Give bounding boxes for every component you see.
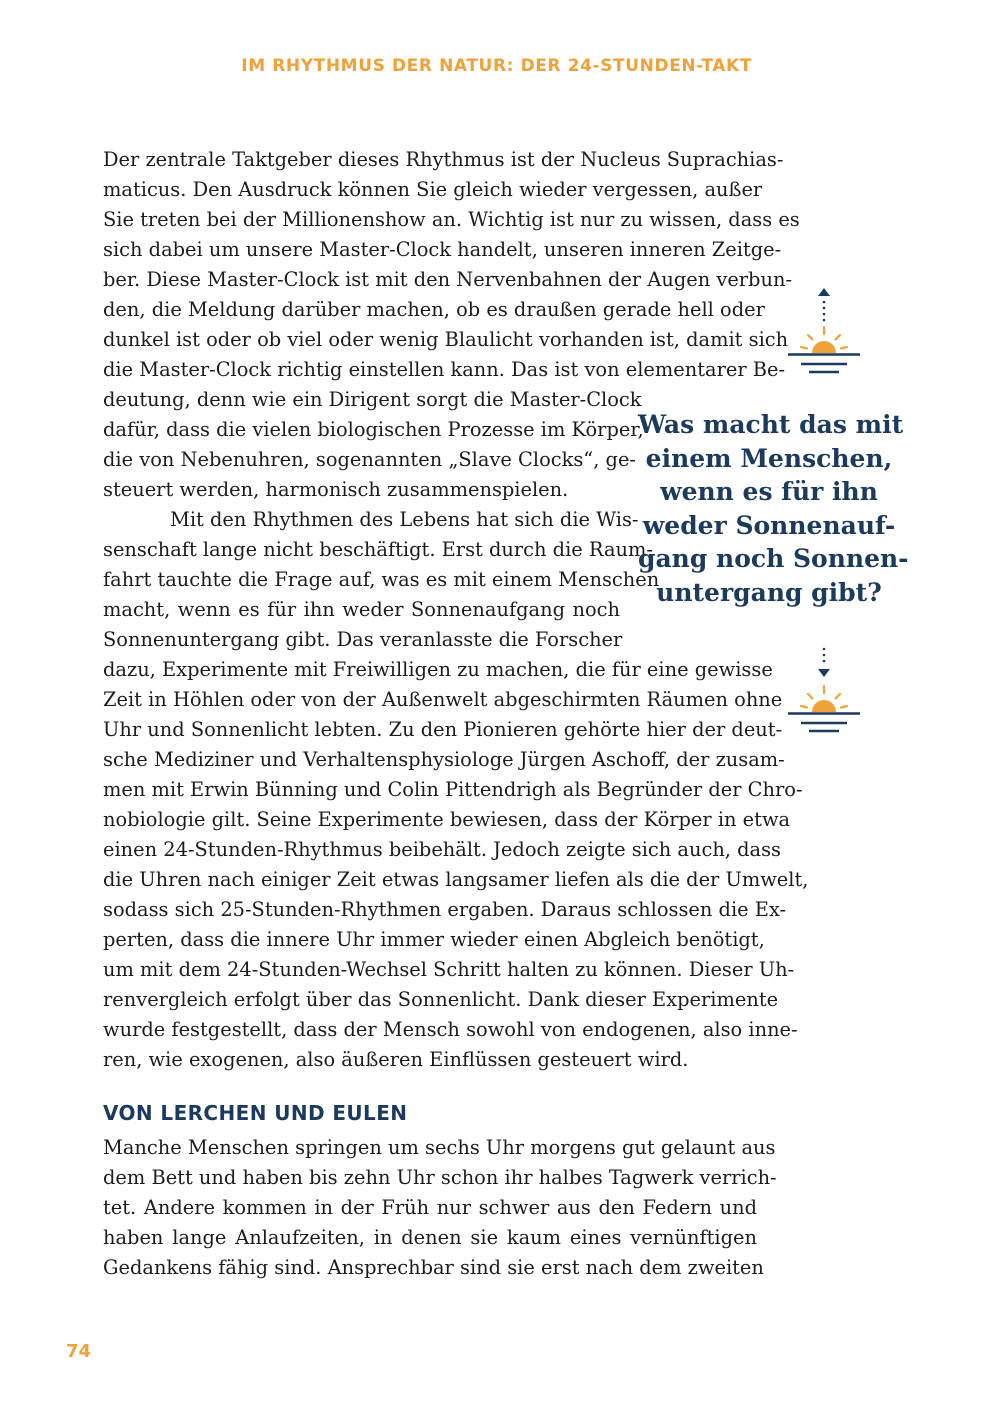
- text-line: dazu, Experimente mit Freiwilligen zu machen, die für eine gewisse: [103, 658, 773, 681]
- text-line: Sie treten bei der Millionenshow an. Wichtig ist nur zu wissen, dass es: [103, 208, 800, 231]
- text-line: men mit Erwin Bünning und Colin Pittendrigh als Begründer der Chro-: [103, 778, 803, 801]
- text-line: Sonnenuntergang gibt. Das veranlasste die Forscher: [103, 628, 623, 651]
- text-line: den, die Meldung darüber machen, ob es draußen gerade hell oder: [103, 298, 765, 321]
- text-line: einen 24-Stunden-Rhythmus beibehält. Jedoch zeigte sich auch, dass: [103, 838, 782, 861]
- pull-quote-line: untergang gibt?: [656, 577, 882, 607]
- text-line: nobiologie gilt. Seine Experimente bewiesen, dass der Körper in etwa: [103, 808, 791, 831]
- body-text-section: [103, 1133, 777, 1283]
- text-line: Uhr und Sonnenlicht lebten. Zu den Pionieren gehörte hier der deut-: [103, 718, 783, 741]
- section-heading: VON LERCHEN UND EULEN: [103, 1101, 408, 1125]
- pull-quote-line: weder Sonnenauf-: [642, 510, 896, 540]
- text-line: Mit den Rhythmen des Lebens hat sich die Wis-: [170, 508, 639, 531]
- pull-quote-line: gang noch Sonnen-: [638, 544, 909, 573]
- pull-quote-line: wenn es für ihn: [660, 477, 878, 506]
- text-line: die Master-Clock richtig einstellen kann. Das ist von elementarer Be-: [103, 358, 786, 381]
- pull-quote-line: Was macht das mit: [638, 410, 904, 439]
- text-line: renvergleich erfolgt über das Sonnenlicht. Dank dieser Experimente: [103, 988, 779, 1011]
- sunrise-icon: [784, 286, 864, 378]
- sunset-icon: [784, 645, 864, 737]
- text-line: Der zentrale Taktgeber dieses Rhythmus ist der Nucleus Suprachias-: [103, 148, 784, 171]
- text-line: dunkel ist oder ob viel oder wenig Blaulicht vorhanden ist, damit sich: [103, 328, 789, 351]
- text-line: ren, wie exogenen, also äußeren Einflüssen gesteuert wird.: [103, 1048, 689, 1071]
- text-line: deutung, denn wie ein Dirigent sorgt die Master-Clock: [103, 388, 642, 411]
- text-line: um mit dem 24-Stunden-Wechsel Schritt halten zu können. Dieser Uh-: [103, 958, 795, 981]
- pull-quote-line: einem Menschen,: [645, 443, 893, 473]
- text-line: maticus. Den Ausdruck können Sie gleich wieder vergessen, außer: [103, 178, 763, 201]
- text-line: sodass sich 25-Stunden-Rhythmen ergaben. Daraus schlossen die Ex-: [103, 898, 787, 921]
- page-number: 74: [66, 1341, 92, 1362]
- text-line: senschaft lange nicht beschäftigt. Erst durch die Raum-: [103, 538, 653, 561]
- text-line: sche Mediziner und Verhaltensphysiologe Jürgen Aschoff, der zusam-: [103, 748, 785, 771]
- text-line: perten, dass die innere Uhr immer wieder einen Abgleich benötigt,: [103, 928, 765, 951]
- text-line: die von Nebenuhren, sogenannten „Slave Clocks“, ge-: [103, 448, 636, 471]
- text-line: Manche Menschen springen um sechs Uhr morgens gut gelaunt aus: [103, 1136, 776, 1159]
- text-line: die Uhren nach einiger Zeit etwas langsamer liefen als die der Umwelt,: [103, 868, 809, 891]
- text-line: steuert werden, harmonisch zusammenspielen.: [103, 478, 569, 501]
- text-line: dem Bett und haben bis zehn Uhr schon ihr halbes Tagwerk verrich-: [103, 1166, 777, 1189]
- text-line: wurde festgestellt, dass der Mensch sowohl von endogenen, also inne-: [103, 1018, 798, 1041]
- text-line: haben lange Anlaufzeiten, in denen sie kaum eines vernünftigen: [103, 1226, 757, 1249]
- text-line: Gedankens fähig sind. Ansprechbar sind sie erst nach dem zweiten: [103, 1256, 764, 1279]
- text-line: dafür, dass die vielen biologischen Prozesse im Körper,: [103, 418, 644, 441]
- text-line: ber. Diese Master-Clock ist mit den Nervenbahnen der Augen verbun-: [103, 268, 793, 291]
- text-line: sich dabei um unsere Master-Clock handelt, unseren inneren Zeitge-: [103, 238, 782, 261]
- pull-quote: [638, 408, 909, 609]
- text-line: fahrt tauchte die Frage auf, was es mit einem Menschen: [103, 568, 660, 591]
- running-head: IM RHYTHMUS DER NATUR: DER 24-STUNDEN-TAKT: [241, 56, 752, 76]
- text-line: tet. Andere kommen in der Früh nur schwer aus den Federn und: [103, 1196, 757, 1219]
- text-line: macht, wenn es für ihn weder Sonnenaufgang noch: [103, 598, 620, 621]
- text-line: Zeit in Höhlen oder von der Außenwelt abgeschirmten Räumen ohne: [103, 688, 783, 711]
